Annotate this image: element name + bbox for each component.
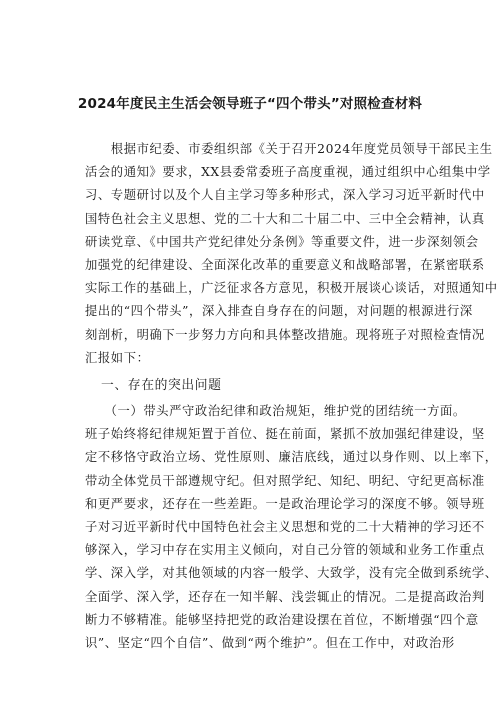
intro-line: 习、专题研讨以及个人自主学习等多种形式，深入学习习近平新时代中 xyxy=(85,188,485,203)
section-line: 带动全体党员干部遵规守纪。但对照学纪、知纪、明纪、守纪更高标准 xyxy=(85,473,485,488)
intro-line: 活会的通知》要求，XX县委常委班子高度重视，通过组织中心组集中学 xyxy=(85,165,491,180)
section-line: 和更严要求，还存在一些差距。一是政治理论学习的深度不够。领导班 xyxy=(85,496,485,511)
document-title: 2024年度民主生活会领导班子“四个带头”对照检查材料 xyxy=(77,96,423,112)
section-line: 学、深入学，对其他领域的内容一般学、大致学，没有完全做到系统学、 xyxy=(85,566,498,581)
intro-paragraph xyxy=(85,138,498,370)
intro-line: 实际工作的基础上，广泛征求各方意见，积极开展谈心谈话，对照通知中 xyxy=(85,281,498,296)
intro-line: 国特色社会主义思想、党的二十大和二十届二中、三中全会精神，认真 xyxy=(85,211,485,226)
intro-line: 加强党的纪律建设、全面深化改革的重要意义和战略部署，在紧密联系 xyxy=(85,257,485,272)
section-line: 断力不够精准。能够坚持把党的政治建设摆在首位，不断增强“四个意 xyxy=(85,612,479,627)
section-heading: 一、存在的突出问题 xyxy=(101,378,222,393)
section-paragraph xyxy=(85,400,498,655)
section-line: 班子始终将纪律规矩置于首位、挺在前面，紧抓不放加强纪律建设，坚 xyxy=(85,427,485,442)
intro-line: 汇报如下： xyxy=(85,350,150,365)
section-line: （一）带头严守政治纪律和政治规矩，维护党的团结统一方面。 xyxy=(85,404,466,418)
section-line: 够深入，学习中存在实用主义倾向，对自己分管的领域和业务工作重点 xyxy=(85,543,485,558)
intro-line: 刻剖析，明确下一步努力方向和具体整改措施。现将班子对照检查情况 xyxy=(85,327,485,342)
section-line: 全面学、深入学，还存在一知半解、浅尝辄止的情况。二是提高政治判 xyxy=(85,589,485,604)
section-line: 子对习近平新时代中国特色社会主义思想和党的二十大精神的学习还不 xyxy=(85,519,485,534)
intro-line: 研读党章、《中国共产党纪律处分条例》等重要文件，进一步深刻领会 xyxy=(85,234,479,249)
intro-line: 提出的“四个带头”，深入排查自身存在的问题，对问题的根源进行深 xyxy=(85,304,473,319)
section-line: 定不移恪守政治立场、党性原则、廉洁底线，通过以身作则、以上率下， xyxy=(85,450,498,465)
section-line: 识”、坚定“四个自信”、做到“两个维护”。但在工作中，对政治形 xyxy=(85,635,455,650)
intro-line: 根据市纪委、市委组织部《关于召开2024年度党员领导干部民主生 xyxy=(85,142,493,156)
